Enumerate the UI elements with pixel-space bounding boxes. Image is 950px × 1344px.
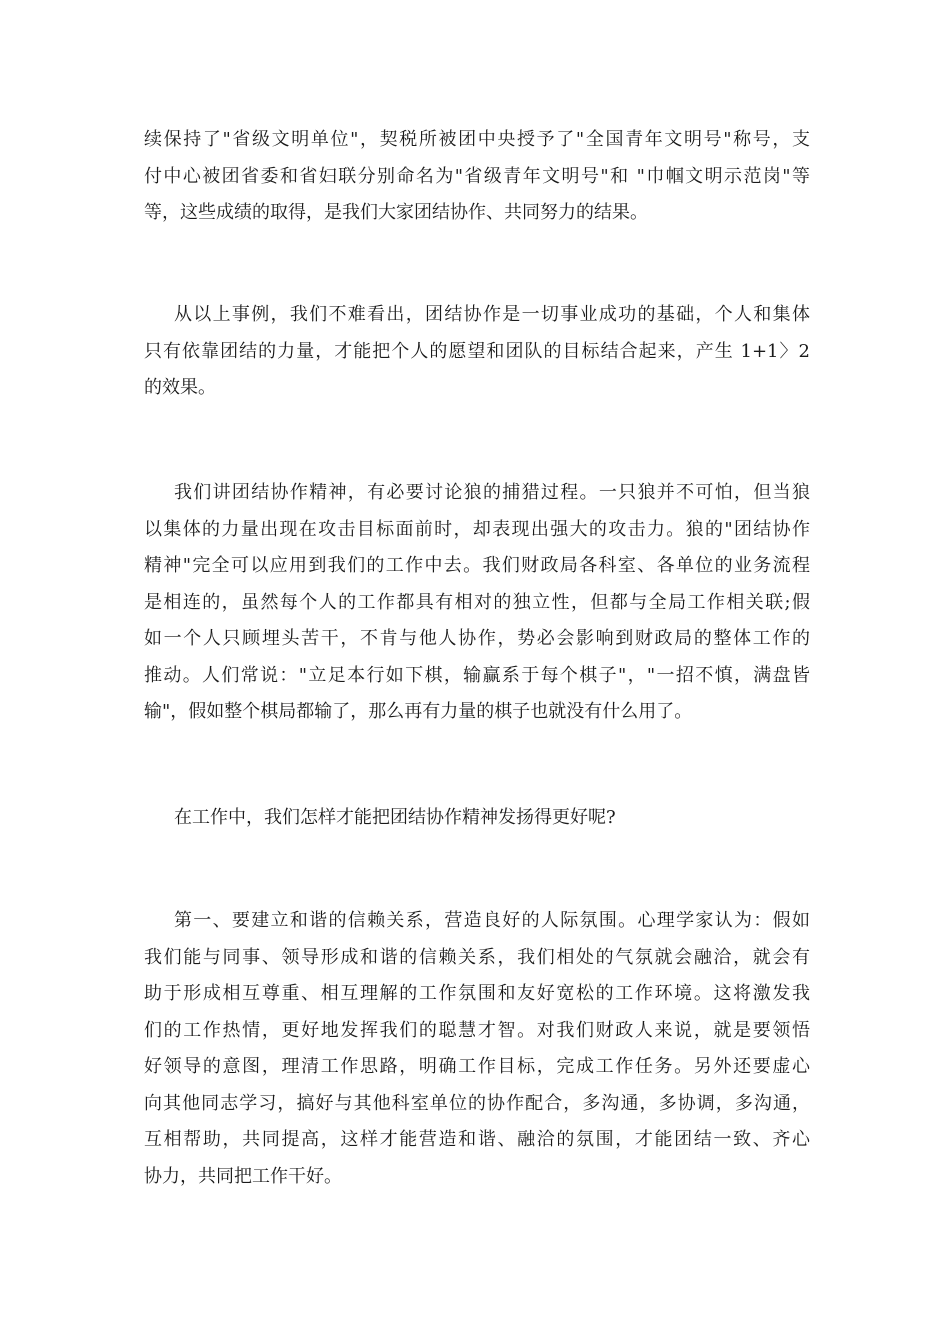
paragraph-line: 我们能与同事、领导形成和谐的信赖关系，我们相处的气氛就会融洽，就会有 <box>144 946 810 968</box>
paragraph-line: 向其他同志学习，搞好与其他科室单位的协作配合，多沟通，多协调，多沟通， <box>144 1092 810 1114</box>
paragraph-line: 第一、要建立和谐的信赖关系，营造良好的人际氛围。心理学家认为：假如 <box>174 910 810 931</box>
paragraph-line: 在工作中，我们怎样才能把团结协作精神发扬得更好呢? <box>174 807 616 828</box>
paragraph-3 <box>144 475 810 731</box>
paragraph-line: 是相连的，虽然每个人的工作都具有相对的独立性，但都与全局工作相关联;假 <box>144 591 810 613</box>
paragraph-1 <box>144 122 810 232</box>
paragraph-line: 们的工作热情，更好地发挥我们的聪慧才智。对我们财政人来说，就是要领悟 <box>144 1019 810 1041</box>
paragraph-line: 我们讲团结协作精神，有必要讨论狼的捕猎过程。一只狼并不可怕，但当狼 <box>174 482 810 503</box>
paragraph-line: 输"，假如整个棋局都输了，那么再有力量的棋子也就没有什么用了。 <box>144 701 693 722</box>
paragraph-5 <box>144 903 810 1195</box>
paragraph-4 <box>144 800 810 837</box>
paragraph-line: 好领导的意图，理清工作思路，明确工作目标，完成工作任务。另外还要虚心 <box>144 1056 810 1077</box>
paragraph-line: 以集体的力量出现在攻击目标面前时，却表现出强大的攻击力。狼的"团结协作 <box>144 518 810 540</box>
paragraph-line: 推动。人们常说："立足本行如下棋，输赢系于每个棋子"，"一招不慎，满盘皆 <box>144 664 810 686</box>
paragraph-line: 精神"完全可以应用到我们的工作中去。我们财政局各科室、各单位的业务流程 <box>144 555 810 576</box>
paragraph-line: 只有依靠团结的力量，才能把个人的愿望和团队的目标结合起来，产生 1+1〉2 <box>144 340 810 362</box>
paragraph-line: 协力，共同把工作干好。 <box>144 1165 342 1187</box>
paragraph-line: 的效果。 <box>144 377 216 398</box>
paragraph-line: 助于形成相互尊重、相互理解的工作氛围和友好宽松的工作环境。这将激发我 <box>144 983 810 1004</box>
paragraph-2 <box>144 297 810 407</box>
paragraph-line: 从以上事例，我们不难看出，团结协作是一切事业成功的基础，个人和集体 <box>174 304 810 325</box>
paragraph-line: 如一个人只顾埋头苦干，不肯与他人协作，势必会影响到财政局的整体工作的 <box>144 628 810 649</box>
paragraph-line: 等，这些成绩的取得，是我们大家团结协作、共同努力的结果。 <box>144 202 648 223</box>
paragraph-line: 付中心被团省委和省妇联分别命名为"省级青年文明号"和 "巾帼文明示范岗"等 <box>144 165 810 187</box>
paragraph-line: 互相帮助，共同提高，这样才能营造和谐、融洽的氛围，才能团结一致、齐心 <box>144 1129 810 1150</box>
paragraph-line: 续保持了"省级文明单位"，契税所被团中央授予了"全国青年文明号"称号，支 <box>144 129 810 150</box>
